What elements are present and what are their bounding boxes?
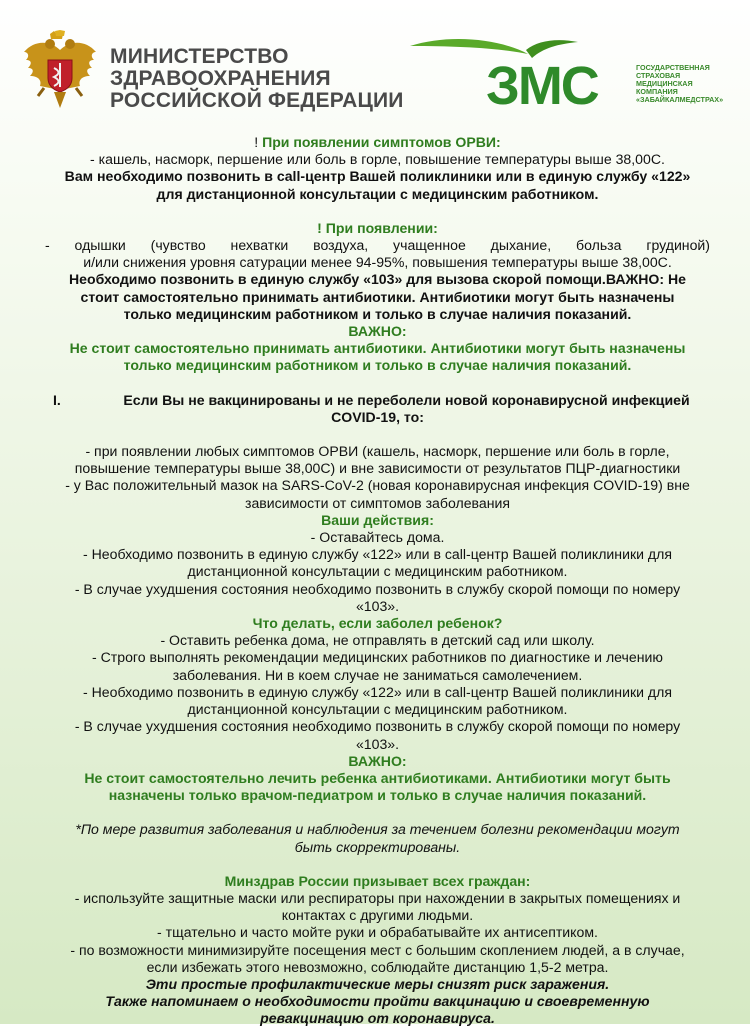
closing-line: Также напоминаем о необходимости пройти вакцинацию и своевременную [105,993,650,1010]
zms-logo [408,36,633,112]
zms-caption-line: КОМПАНИЯ [636,87,678,96]
appeal-item: контактах с другими людьми. [281,907,474,924]
orvi-symptoms: - кашель, насморк, першение или боль в горле, повышение температуры выше 38,00С. [90,151,665,168]
important-line: Не стоит самостоятельно принимать антибиотики. Антибиотики могут быть назначены [69,340,686,357]
ministry-line-1: МИНИСТЕРСТВО [110,45,289,68]
child-item: «103». [355,735,400,752]
orvi-title: При появлении симптомов ОРВИ: [262,134,501,150]
zms-caption-line: МЕДИЦИНСКАЯ [636,79,693,88]
child-important-title: ВАЖНО: [348,752,407,769]
zms-caption-line: «ЗАБАЙКАЛМЕДСТРАХ» [636,95,724,104]
child-important-line: назначены только врачом-педиатром и только в случае наличия показаний. [108,787,647,804]
dyspnea-title: ! При появлении: [317,219,438,236]
condition-line: повышение температуры выше 38,00С) и вне зависимости от результатов ПЦР-диагностики [74,460,681,477]
dyspnea-line-5: только медицинским работником и только в случае наличия показаний. [123,305,632,322]
exclamation-mark: ! [254,134,259,150]
closing-line: Эти простые профилактические меры снизят риск заражения. [145,975,610,992]
action-item: - В случае ухудшения состояния необходимо позвонить в службу скорой помощи по номеру [74,580,681,597]
action-item: - Необходимо позвонить в единую службу «122» или в call-центр Вашей поликлиники для [83,546,672,563]
section-number: I. [53,391,61,408]
dyspnea-line-4: стоит самостоятельно принимать антибиотики. Антибиотики могут быть назначены [80,288,675,305]
important-title: ВАЖНО: [348,323,407,340]
child-item: - Необходимо позвонить в единую службу «122» или в call-центр Вашей поликлиники для [83,683,672,700]
zms-caption [636,64,746,104]
child-item: - В случае ухудшения состояния необходимо позвонить в службу скорой помощи по номеру [74,718,681,735]
child-item: - Строго выполнять рекомендации медицинских работников по диагностике и лечению [92,649,663,666]
condition-line: зависимости от симптомов заболевания [244,494,511,511]
ministry-title [110,46,404,112]
appeal-item: - используйте защитные маски или респираторы при нахождении в закрытых помещениях и [74,889,681,906]
ministry-line-2: ЗДРАВООХРАНЕНИЯ [110,67,331,90]
section-heading [45,392,710,409]
action-item: - Оставайтесь дома. [310,529,445,546]
condition-line: - у Вас положительный мазок на SARS-CoV-2 (новая коронавирусная инфекция COVID-19) вне [65,477,690,494]
child-title: Что делать, если заболел ребенок? [252,615,503,632]
footnote-line: быть скорректированы. [294,838,461,855]
condition-line: - при появлении любых симптомов ОРВИ (кашель, насморк, першение или боль в горле, [85,443,670,460]
section-heading-line-2: COVID-19, то: [331,408,424,425]
zms-caption-line: СТРАХОВАЯ [636,71,681,80]
appeal-title: Минздрав России призывает всех граждан: [224,872,531,889]
zms-logo-text: ЗМС [486,56,598,112]
appeal-item: - тщательно и часто мойте руки и обрабатывайте их антисептиком. [157,924,598,941]
orvi-instruction-cont: для дистанционной консультации с медицинским работником. [156,185,599,202]
appeal-item: - по возможности минимизируйте посещения мест с большим скоплением людей, а в случае, [70,941,685,958]
dyspnea-line-2: и/или снижения уровня сатурации менее 94-95%, повышения температуры выше 38,00С. [83,254,672,271]
dyspnea-line-3: Необходимо позвонить в единую службу «103» для вызова скорой помощи.ВАЖНО: Не [68,271,687,288]
closing-line: ревакцинацию от коронавируса. [260,1010,495,1027]
ministry-emblem-icon [20,30,100,116]
child-item: - Оставить ребенка дома, не отправлять в детский сад или школу. [160,632,595,649]
ministry-line-3: РОССИЙСКОЙ ФЕДЕРАЦИИ [110,89,404,112]
footnote-line: *По мере развития заболевания и наблюдения за течением болезни рекомендации могут [75,821,680,838]
dyspnea-line-1: - одышки (чувство нехватки воздуха, учащенное дыхание, больза грудиной) [45,237,710,254]
orvi-instruction: Вам необходимо позвонить в call-центр Вашей поликлиники или в единую службу «122» [64,168,691,185]
child-important-line: Не стоит самостоятельно лечить ребенка антибиотиками. Антибиотики могут быть [84,769,671,786]
child-item: дистанционной консультации с медицинским работником. [187,701,568,718]
actions-title: Ваши действия: [321,511,434,528]
important-line: только медицинским работником и только в случае наличия показаний. [123,357,632,374]
document-body [45,134,710,1028]
child-item: заболевания. Ни в коем случае не заниматься самолечением. [172,666,583,683]
action-item: «103». [355,597,400,614]
zms-caption-line: ГОСУДАРСТВЕННАЯ [636,63,710,72]
action-item: дистанционной консультации с медицинским работником. [187,563,568,580]
page-header [0,0,750,125]
orvi-heading [45,134,710,151]
section-heading-line-1: Если Вы не вакцинированы и не переболели новой коронавирусной инфекцией [123,391,690,408]
appeal-item: если избежать этого невозможно, соблюдайте дистанцию 1,5-2 метра. [146,958,609,975]
